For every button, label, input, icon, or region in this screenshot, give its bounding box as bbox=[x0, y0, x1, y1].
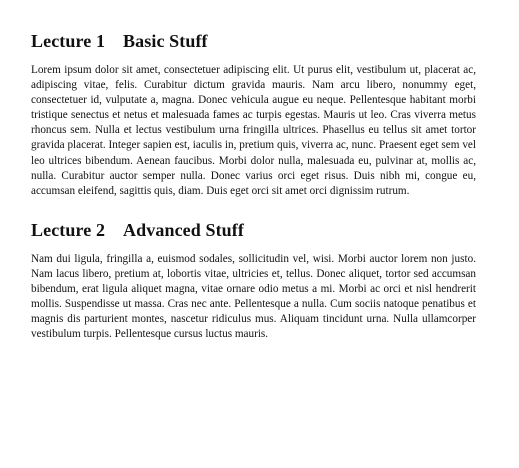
document-page bbox=[31, 30, 476, 342]
lecture-1-heading bbox=[31, 30, 476, 52]
lecture-1-number: Lecture 1 bbox=[31, 31, 106, 51]
lecture-2-heading bbox=[31, 219, 476, 241]
lecture-2-section bbox=[31, 219, 476, 343]
lecture-1-section bbox=[31, 30, 476, 199]
lecture-2-paragraph: Nam dui ligula, fringilla a, euismod sodales, sollicitudin vel, wisi. Morbi auctor lorem non justo. Nam lacus libero, pretium at, lobortis vitae, ultricies et, tellus. Donec aliquet, tortor sed accumsan bibendum, erat ligula aliquet magna, vitae ornare odio metus a mi. Morbi ac orci et nisl hendrerit mollis. Suspendisse ut massa. Cras nec ante. Pellentesque a nulla. Cum sociis natoque penatibus et magnis dis parturient montes, nascetur ridiculus mus. Aliquam tincidunt urna. Nulla ullamcorper vestibulum turpis. Pellentesque cursus luctus mauris. bbox=[31, 252, 476, 341]
lecture-2-title: Advanced Stuff bbox=[123, 219, 244, 240]
lecture-2-number: Lecture 2 bbox=[31, 219, 106, 240]
lecture-1-title: Basic Stuff bbox=[123, 31, 208, 51]
lecture-1-paragraph: Lorem ipsum dolor sit amet, consectetuer adipiscing elit. Ut purus elit, vestibulum ut, placerat ac, adipiscing vitae, felis. Curabitur dictum gravida mauris. Nam arcu libero, nonummy eget, consectetuer id, vulputate a, magna. Donec vehicula augue eu neque. Pellentesque habitant morbi tristique senectus et netus et malesuada fames ac turpis egestas. Mauris ut leo. Cras viverra metus rhoncus sem. Nulla et lectus vestibulum urna fringilla ultrices. Phasellus eu tellus sit amet tortor gravida placerat. Integer sapien est, iaculis in, pretium quis, viverra ac, nunc. Praesent eget sem vel leo ultrices bibendum. Aenean faucibus. Morbi dolor nulla, malesuada eu, pulvinar at, mollis ac, nulla. Curabitur auctor semper nulla. Donec varius orci eget risus. Duis nibh mi, congue eu, accumsan eleifend, sagittis quis, diam. Duis eget orci sit amet orci dignissim rutrum. bbox=[31, 64, 476, 197]
